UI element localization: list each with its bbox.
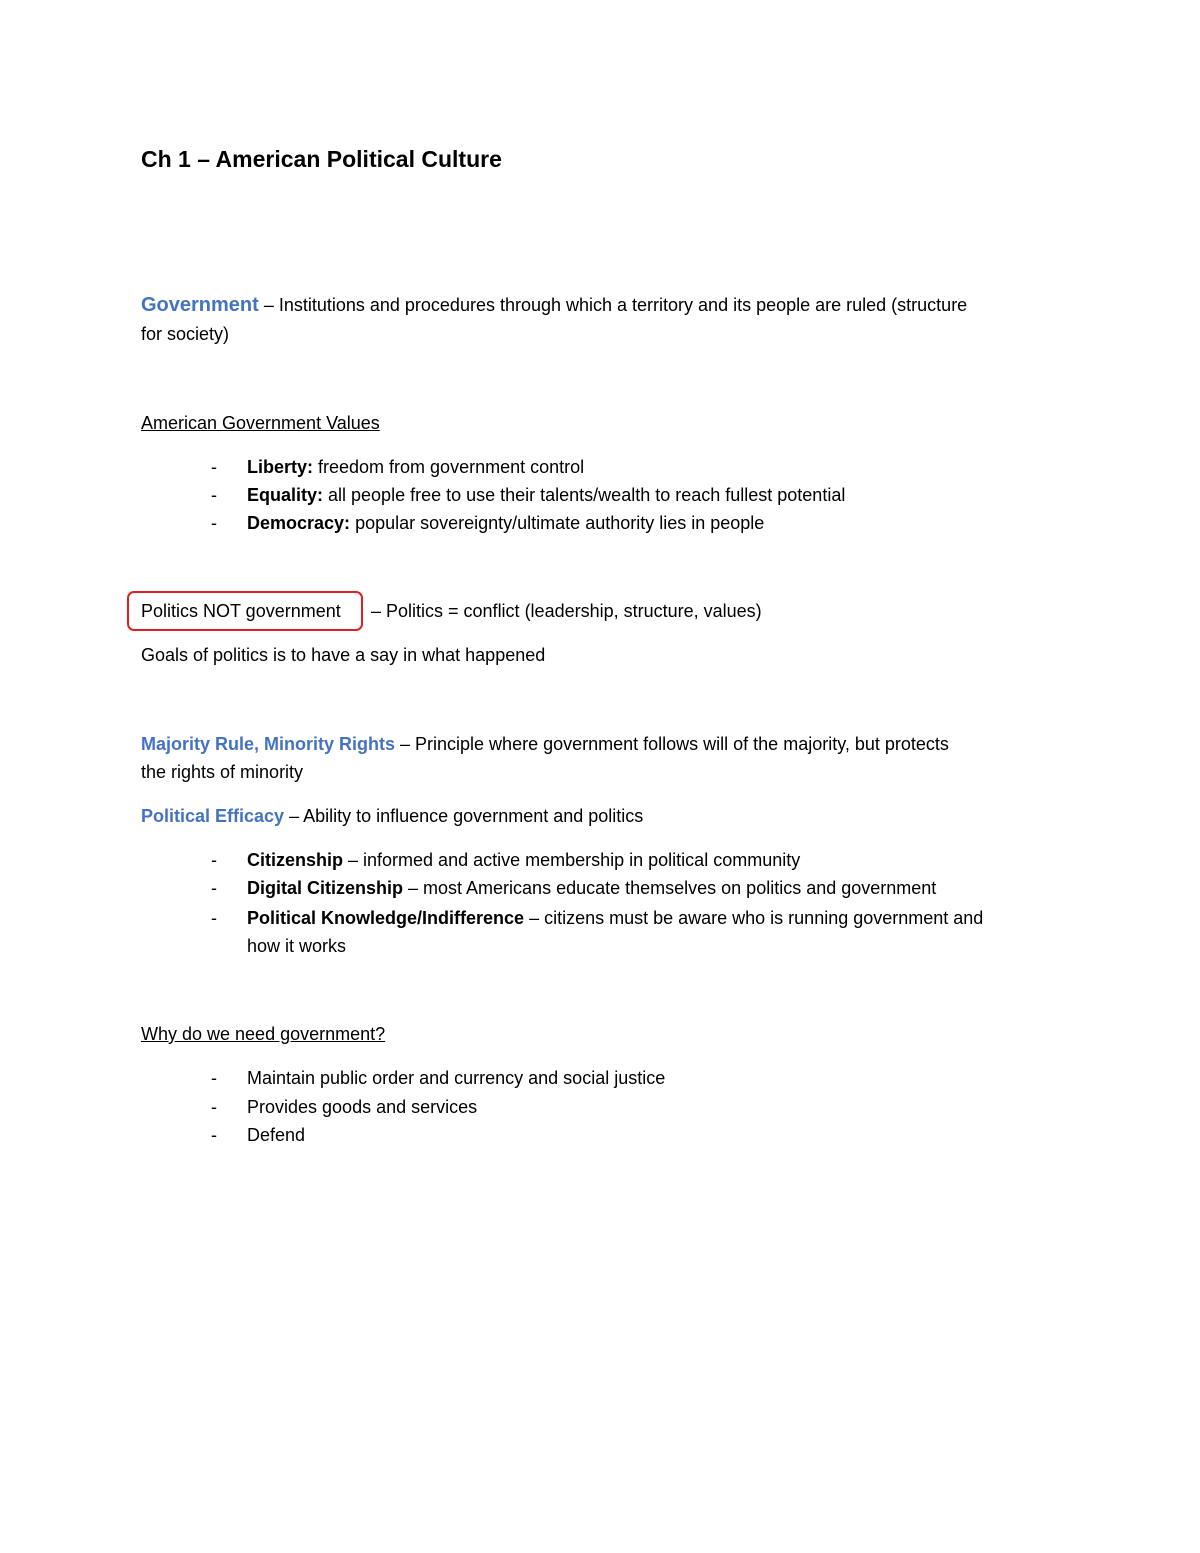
list-item-citizenship — [247, 846, 800, 874]
majority-definition — [141, 730, 949, 758]
government-definition-line2: for society) — [141, 324, 230, 344]
list-item-goods-services: Provides goods and services — [247, 1097, 478, 1117]
list-bullet: - — [211, 850, 217, 870]
politics-definition: – Politics = conflict (leadership, structure, values) — [371, 601, 762, 621]
government-definition — [141, 291, 967, 319]
list-bullet: - — [211, 878, 217, 898]
list-item-text: all people free to use their talents/wealth to reach fullest potential — [323, 485, 846, 505]
list-bullet: - — [211, 1068, 217, 1088]
list-item-term: Democracy: — [247, 513, 351, 533]
list-bullet: - — [211, 513, 217, 533]
why-heading: Why do we need government? — [141, 1024, 386, 1044]
list-item-political-knowledge-line2: how it works — [247, 936, 347, 956]
list-item-liberty — [247, 453, 584, 481]
list-bullet: - — [211, 485, 217, 505]
list-item-term: Political Knowledge/Indifference — [247, 908, 525, 928]
list-bullet: - — [211, 1097, 217, 1117]
majority-definition-line2: the rights of minority — [141, 762, 304, 782]
list-item-defend: Defend — [247, 1125, 306, 1145]
efficacy-term: Political Efficacy — [141, 806, 285, 826]
majority-term: Majority Rule, Minority Rights — [141, 734, 396, 754]
page-title: Ch 1 – American Political Culture — [141, 146, 502, 172]
politics-goals: Goals of politics is to have a say in what happened — [141, 645, 546, 665]
list-item-public-order: Maintain public order and currency and social justice — [247, 1068, 666, 1088]
list-item-term: Liberty: — [247, 457, 314, 477]
list-item-democracy — [247, 509, 764, 537]
list-item-political-knowledge — [247, 904, 983, 932]
list-item-equality — [247, 481, 845, 509]
majority-definition-text: – Principle where government follows will of the majority, but protects — [395, 734, 949, 754]
list-item-text: – informed and active membership in political community — [343, 850, 801, 870]
government-definition-text: – Institutions and procedures through which a territory and its people are ruled (structure — [258, 295, 968, 315]
list-item-term: Equality: — [247, 485, 324, 505]
list-bullet: - — [211, 1125, 217, 1145]
values-heading: American Government Values — [141, 413, 380, 433]
efficacy-definition-text: – Ability to influence government and politics — [284, 806, 644, 826]
list-item-text: – citizens must be aware who is running government and — [524, 908, 984, 928]
list-item-text: – most Americans educate themselves on politics and government — [403, 878, 937, 898]
politics-boxed-text: Politics NOT government — [141, 601, 341, 621]
list-bullet: - — [211, 908, 217, 928]
government-term: Government — [141, 294, 259, 316]
list-item-text: popular sovereignty/ultimate authority lies in people — [350, 513, 765, 533]
list-item-text: freedom from government control — [313, 457, 585, 477]
list-item-term: Digital Citizenship — [247, 878, 404, 898]
list-item-digital-citizenship — [247, 874, 936, 902]
list-item-term: Citizenship — [247, 850, 344, 870]
list-bullet: - — [211, 457, 217, 477]
efficacy-definition — [141, 802, 643, 830]
